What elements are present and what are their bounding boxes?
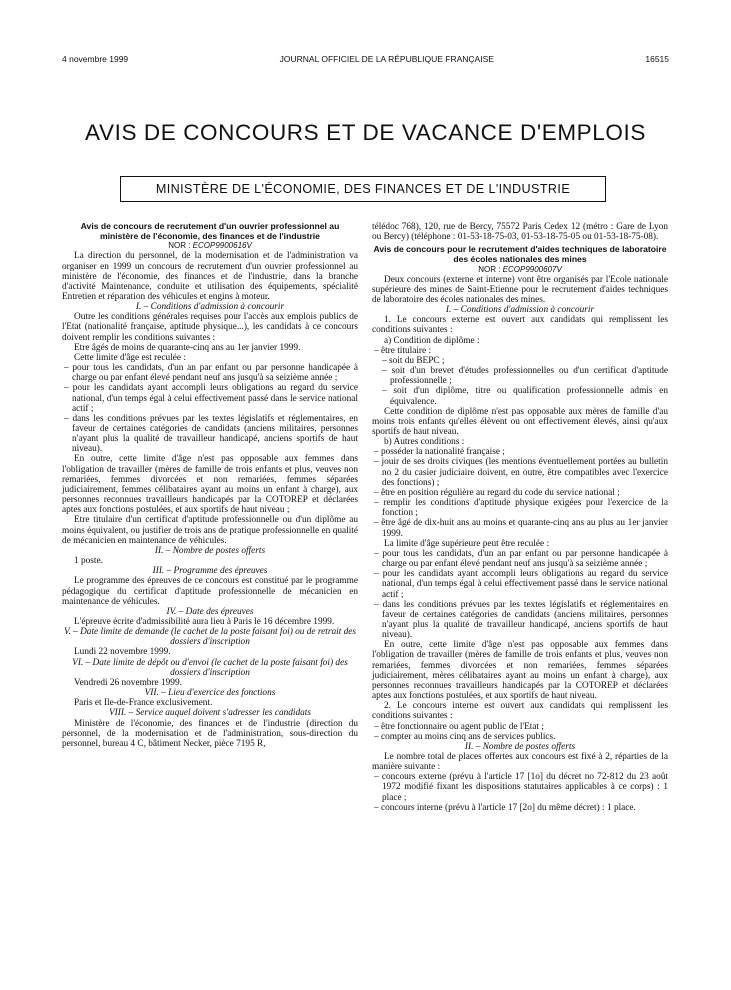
paragraph: L'épreuve écrite d'admissibilité aura lieu à Paris le 16 décembre 1999. xyxy=(74,616,335,627)
list-item: – compter au moins cinq ans de services publics. xyxy=(374,731,556,742)
issue-date: 4 novembre 1999 xyxy=(62,54,129,64)
section-title: VI. – Date limite de dépôt ou d'envoi (le cachet de la poste faisant foi) des dossiers d'inscription xyxy=(72,657,348,678)
list-item: – soit d'un diplôme, titre ou qualification professionnelle admis en équivalence. xyxy=(382,386,668,407)
paragraph: La limite d'âge supérieure peut être reculée : xyxy=(384,538,550,549)
paragraph: Etre âgés de moins de quarante-cinq ans au 1er janvier 1999. xyxy=(74,342,301,353)
paragraph: Ministère de l'économie, des finances et de l'industrie (direction du personnel, de la modernisation et de l'administration, sous-direction du personnel, bureau 4 C, bâtiment Necker, pièce 7195 R, xyxy=(62,718,358,749)
left-column xyxy=(62,222,358,749)
section-title: VII. – Lieu d'exercice des fonctions xyxy=(144,688,276,699)
right-column xyxy=(372,222,668,813)
paragraph: a) Condition de diplôme : xyxy=(384,335,480,346)
list-item: – jouir de ses droits civiques (les mentions éventuellement portées au bulletin no 2 du casier judiciaire doivent, en outre, être compatibles avec l'exercice des fonctions) ; xyxy=(374,457,668,488)
section-title: V. – Date limite de demande (le cachet de la poste faisant foi) ou de retrait des dossiers d'inscription xyxy=(63,627,357,648)
list-item: – concours externe (prévu à l'article 17 [1o] du décret no 72-812 du 23 août 1972 modifié fixant les dispositions statutaires applicables à ce corps) : 1 place ; xyxy=(374,772,668,803)
list-item: – concours interne (prévu à l'article 17 [2o] du même décret) : 1 place. xyxy=(374,802,636,813)
list-item: – soit du BEPC ; xyxy=(382,355,445,366)
notice-heading: Avis de concours pour le recrutement d'aides techniques de laboratoire des écoles nationales des mines xyxy=(373,244,667,264)
list-item: – pour tous les candidats, d'un an par enfant ou par personne handicapée à charge ou par enfant élevé pendant neuf ans jusqu'à sa seizième année ; xyxy=(374,548,668,570)
journal-name: JOURNAL OFFICIEL DE LA RÉPUBLIQUE FRANÇAISE xyxy=(279,54,494,64)
paragraph: La direction du personnel, de la modernisation et de l'administration va organiser en 1999 un concours de recrutement d'un ouvrier professionnel au ministère de l'économie, des finances et de l'industrie, dans la branche d'activité Maintenance, conduite et utilisation des équipements, spécialité Entretien et réparation des véhicules et engins à moteur. xyxy=(62,251,358,302)
list-item: – posséder la nationalité française ; xyxy=(374,447,505,458)
paragraph: Outre les conditions générales requises pour l'accès aux emplois publics de l'Etat (nationalité française, aptitude physique...), les candidats à ce concours doivent remplir les conditions suivantes : xyxy=(62,312,358,343)
paragraph: télédoc 768), 120, rue de Bercy, 75572 Paris Cedex 12 (métro : Gare de Lyon ou Bercy) (téléphone : 01-53-18-75-03, 01-53-18-75-05 ou 01-53-18-75-08). xyxy=(372,222,668,243)
list-item: – pour tous les candidats, d'un an par enfant ou par personne handicapée à charge ou par enfant élevé pendant neuf ans jusqu'à sa seizième année ; xyxy=(64,363,358,384)
list-item: – dans les conditions prévues par les textes législatifs et réglementaires en faveur de certaines catégories de candidats (anciens militaires, personnes n'ayant plus la qualité de travailleur handicapé, anciens sportifs de haut niveau). xyxy=(374,599,668,641)
nor-reference xyxy=(62,241,358,251)
page-title: AVIS DE CONCOURS ET DE VACANCE D'EMPLOIS xyxy=(85,120,646,145)
paragraph: Cette condition de diplôme n'est pas opposable aux mères de famille d'au moins trois enfants qu'elles élèvent ou ont effectivement élevés, ainsi qu'aux sportifs de haut niveau. xyxy=(372,406,668,437)
paragraph: En outre, cette limite d'âge n'est pas opposable aux femmes dans l'obligation de travailler (mères de famille de trois enfants et plus, veuves non remariées, femmes divorcées et non remariées, femmes séparées judiciairement, mères célibataires ayant au moins un enfant à charge), aux personnes reconnues travailleurs handicapés par la COTOREP et déclarées aptes aux fonctions postulées, et aux sportifs de haut niveau. xyxy=(372,640,668,702)
notice-heading: Avis de concours de recrutement d'un ouvrier professionnel au ministère de l'économie, des finances et de l'industrie xyxy=(80,221,340,241)
nor-reference xyxy=(372,265,668,275)
list-item: – pour les candidats ayant accompli leurs obligations au regard du service national, d'un temps égal à celui effectivement passé dans le service national actif ; xyxy=(374,569,668,600)
paragraph: Paris et Ile-de-France exclusivement. xyxy=(74,698,213,709)
nor-value: ECOP9900607V xyxy=(502,264,562,274)
paragraph: Le programme des épreuves de ce concours est constitué par le programme pédagogique du certificat d'aptitude professionnelle de mécanicien en maintenance de véhicules. xyxy=(62,576,358,607)
paragraph: 2. Le concours interne est ouvert aux candidats qui remplissent les conditions suivantes : xyxy=(372,701,668,722)
list-item: – être fonctionnaire ou agent public de l'Etat ; xyxy=(374,721,544,732)
list-item: – dans les conditions prévues par les textes législatifs et réglementaires, en faveur de certaines catégories de candidats (anciens militaires, personnes n'ayant plus la qualité de travailleur handicapé, anciens sportifs de haut niveau). xyxy=(64,413,358,455)
list-item: – pour les candidats ayant accompli leurs obligations au regard du service national, d'un temps égal à celui effectivement passé dans le service national actif ; xyxy=(64,383,358,414)
section-title: VIII. – Service auquel doivent s'adresser les candidats xyxy=(109,708,311,719)
paragraph: Le nombre total de places offertes aux concours est fixé à 2, réparties de la manière suivante : xyxy=(372,752,668,773)
list-item: – être âgé de dix-huit ans au moins et quarante-cinq ans au plus au 1er janvier 1999. xyxy=(374,518,668,539)
nor-value: ECOP9900616V xyxy=(192,241,252,251)
section-title: II. – Nombre de postes offerts xyxy=(154,545,266,556)
paragraph: Etre titulaire d'un certificat d'aptitude professionnelle ou d'un diplôme au moins équivalent, ou justifier de trois ans de pratique professionnelle en qualité de mécanicien en maintenance de véhicules. xyxy=(62,515,358,546)
paragraph: En outre, cette limite d'âge n'est pas opposable aux femmes dans l'obligation de travailler (mères de famille de trois enfants et plus, veuves non remariées, femmes divorcées et non remariées, femmes séparées judiciairement, femmes célibataires ayant au moins un enfant à charge), aux personnes reconnues travailleurs handicapés par la COTOREP et déclarées aptes aux fonctions postulées, et aux sportifs de haut niveau ; xyxy=(62,454,358,516)
list-item: – soit d'un brevet d'études professionnelles ou d'un certificat d'aptitude professionnelle ; xyxy=(382,366,668,387)
paragraph: Vendredi 26 novembre 1999. xyxy=(74,677,182,688)
paragraph: 1 poste. xyxy=(74,556,103,567)
section-title: III. – Programme des épreuves xyxy=(152,566,268,577)
ministry-title: MINISTÈRE DE L'ÉCONOMIE, DES FINANCES ET DE L'INDUSTRIE xyxy=(155,182,571,196)
ministry-box xyxy=(120,176,606,202)
nor-label: NOR : xyxy=(168,241,191,251)
paragraph: Lundi 22 novembre 1999. xyxy=(74,647,171,658)
page-number: 16515 xyxy=(645,54,669,64)
section-title: I. – Conditions d'admission à concourir xyxy=(445,305,595,316)
nor-label: NOR : xyxy=(478,264,501,274)
paragraph: b) Autres conditions : xyxy=(384,437,465,448)
section-title: IV. – Date des épreuves xyxy=(166,606,254,617)
page-header xyxy=(62,54,669,64)
list-item: – être titulaire : xyxy=(374,345,432,356)
list-item: – remplir les conditions d'aptitude physique exigées pour l'exercice de la fonction ; xyxy=(374,498,668,519)
section-title: II. – Nombre de postes offerts xyxy=(464,741,576,752)
list-item: – être en position régulière au regard du code du service national ; xyxy=(374,487,620,498)
paragraph: 1. Le concours externe est ouvert aux candidats qui remplissent les conditions suivantes : xyxy=(372,315,668,336)
section-title: I. – Conditions d'admission à concourir xyxy=(135,302,285,313)
paragraph: Deux concours (externe et interne) vont être organisés par l'Ecole nationale supérieure des mines de Saint-Etienne pour le recrutement d'aides techniques de laboratoire des écoles nationales des mines. xyxy=(372,274,668,305)
paragraph: Cette limite d'âge est reculée : xyxy=(74,352,186,363)
